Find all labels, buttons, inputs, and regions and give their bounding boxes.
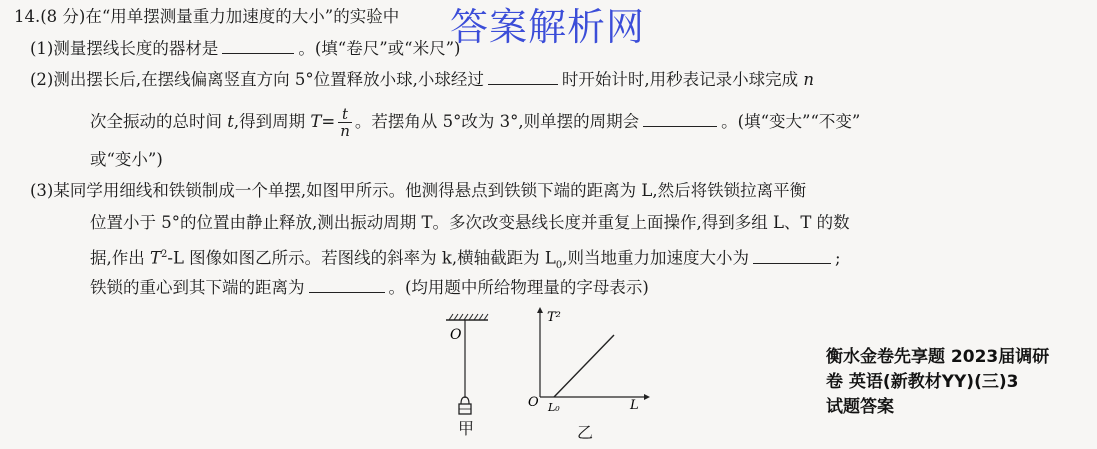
y-axis-arrow	[537, 307, 543, 313]
part-1-hint: 。(填“卷尺”或“米尺”)	[298, 39, 461, 58]
subscript-0: 0	[555, 259, 563, 271]
origin-label: O	[528, 395, 539, 410]
variable-t: t	[227, 112, 234, 131]
intercept-label: L₀	[548, 401, 560, 414]
part-3-hint: 。(均用题中所给物理量的字母表示)	[388, 278, 649, 297]
part-1	[30, 37, 461, 60]
part-2-text-e: 。若摆角从 5°改为 3°,则单摆的周期会	[354, 112, 640, 131]
fraction-numerator: t	[338, 106, 352, 123]
part-2-line-1	[30, 68, 814, 91]
superscript-2: 2	[161, 249, 168, 260]
equals-sign: =	[321, 112, 336, 131]
answer-blank-5[interactable]	[309, 276, 385, 293]
figure-jia-caption: 甲	[458, 419, 475, 438]
part-2-hint-end: 或“变小”)	[90, 150, 163, 169]
question-header	[14, 6, 399, 28]
graph-line	[554, 335, 614, 397]
part-2-text-b: 时开始计时,用秒表记录小球完成	[561, 70, 799, 89]
part-2-text-d: ,得到周期	[233, 112, 306, 131]
answer-blank-4[interactable]	[753, 247, 831, 264]
variable-T: T	[310, 112, 322, 131]
answer-blank-1[interactable]	[222, 37, 294, 54]
part-2-line-3	[90, 149, 163, 171]
part-1-text: (1)测量摆线长度的器材是	[30, 39, 219, 58]
part-2-text-a: (2)测出摆长后,在摆线偏离竖直方向 5°位置释放小球,小球经过	[30, 70, 484, 89]
x-axis-label: L	[630, 398, 639, 413]
semicolon: ;	[834, 248, 841, 268]
figure-yi-caption: 乙	[577, 423, 594, 442]
part-3-text-c: 据,作出	[90, 248, 145, 268]
watermark-text: 答案解析网	[450, 5, 646, 49]
source-note-line-1: 衡水金卷先享题 2023届调研	[826, 347, 1050, 367]
part-3-line-4	[90, 276, 649, 299]
source-note-line-2: 卷 英语(新教材YY)(三)3	[826, 372, 1019, 392]
t2-l-graph	[522, 305, 652, 415]
variable-T-squared: T	[150, 248, 162, 268]
part-2-hint: 。(填“变大”“不变”	[721, 112, 861, 131]
source-note-line-3: 试题答案	[826, 397, 894, 417]
answer-blank-3[interactable]	[643, 110, 717, 127]
x-axis-arrow	[644, 394, 650, 400]
part-3-line-2	[90, 212, 850, 234]
part-3-line-3	[90, 244, 841, 277]
part-3-text-a: (3)某同学用细线和铁锁制成一个单摆,如图甲所示。他测得悬点到铁锁下端的距离为 L,然后将铁锁拉离平衡	[30, 181, 807, 200]
part-3-line-1	[30, 180, 806, 202]
lock-shackle	[461, 397, 469, 404]
fraction-denominator: n	[340, 122, 350, 140]
part-3-text-f: 铁锁的重心到其下端的距离为	[90, 278, 305, 297]
pendulum-figure	[440, 305, 500, 415]
ceiling-hatch	[449, 314, 488, 320]
part-2-line-2	[90, 106, 860, 139]
source-note	[826, 345, 1096, 420]
question-header-text: 14.(8 分)在“用单摆测量重力加速度的大小”的实验中	[14, 7, 400, 26]
part-3-text-b: 位置小于 5°的位置由静止释放,测出振动周期 T。多次改变悬线长度并重复上面操作,得到多组 L、T 的数	[90, 213, 850, 232]
answer-blank-2[interactable]	[488, 68, 558, 85]
part-3-text-d: -L 图像如图乙所示。若图线的斜率为 k,横轴截距为 L	[167, 248, 556, 268]
part-3-text-e: ,则当地重力加速度大小为	[562, 248, 749, 268]
period-fraction	[338, 106, 352, 139]
pivot-label: O	[450, 327, 462, 343]
y-axis-label: T²	[547, 310, 561, 325]
part-2-text-c: 次全振动的总时间	[90, 112, 222, 131]
variable-n: n	[803, 70, 814, 89]
